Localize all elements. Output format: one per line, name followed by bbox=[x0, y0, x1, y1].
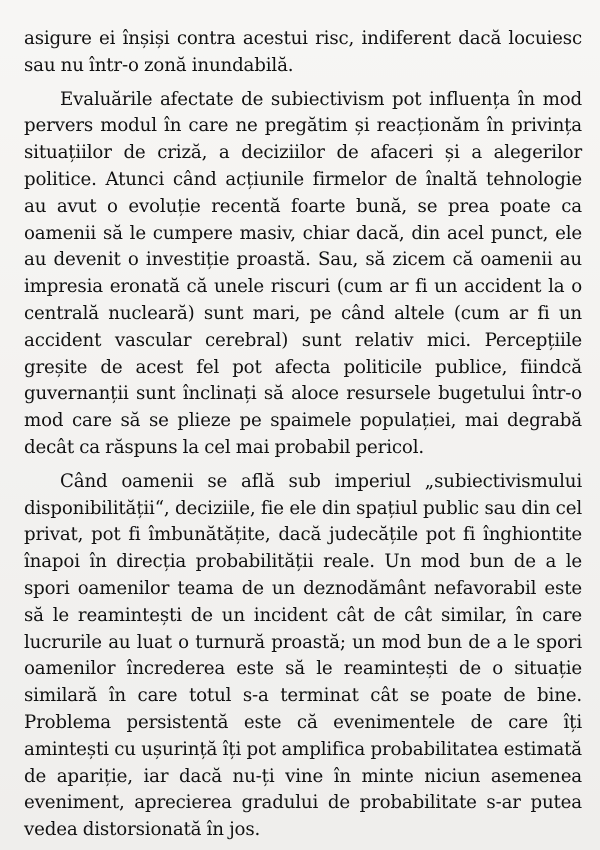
paragraph-availability-bias-effects: Evaluările afectate de subiectivism pot influența în mod pervers modul în care ne pregătim și reacționăm în privința situațiilor de criză, a deciziilor de afaceri și a alegerilor politice. Atunci când acțiunile firmelor de înaltă tehnologie au avut o evoluție recentă foarte bună, se prea poate ca oamenii să le cumpere masiv, chiar dacă, din acel punct, ele au devenit o investiție proastă. Sau, să zicem că oamenii au impresia eronată că unele riscuri (cum ar fi un accident la o centrală nucleară) sunt mari, pe când altele (cum ar fi un accident vascular cerebral) sunt relativ mici. Percepțiile greșite de acest fel pot afecta politicile publice, fiindcă guvernanții sunt înclinați să aloce resursele bugetului într-o mod care să se plieze pe spaimele populației, mai degrabă decât ca răspuns la cel mai probabil pericol. bbox=[24, 88, 582, 458]
body-text bbox=[24, 26, 582, 844]
paragraph-continuation: asigure ei înșiși contra acestui risc, indiferent dacă locuiesc sau nu într-o zonă inundabilă. bbox=[24, 28, 582, 76]
paragraph-nudging-decisions: Când oamenii se află sub imperiul „subiectivismului disponibilității“, deciziile, fie ele din spațiul public sau din cel privat, pot fi îmbunătățite, dacă judecățile pot fi înghiontite înapoi în direcția probabilității reale. Un mod bun de a le spori oamenilor teama de un deznodământ nefavorabil este să le reamintești de un incident cât de cât similar, în care lucrurile au luat o turnură proastă; un mod bun de a le spori oamenilor încrederea este să le reamintești de o situație similară în care totul s-a terminat cât se poate de bine. Problema persistentă este că evenimentele de care îți amintești cu ușurință îți pot amplifica probabilitatea estimată de apariție, iar dacă nu-ți vine în minte niciun asemenea eveniment, aprecierea gradului de probabilitate s-ar putea vedea distorsionată în jos. bbox=[24, 470, 582, 841]
